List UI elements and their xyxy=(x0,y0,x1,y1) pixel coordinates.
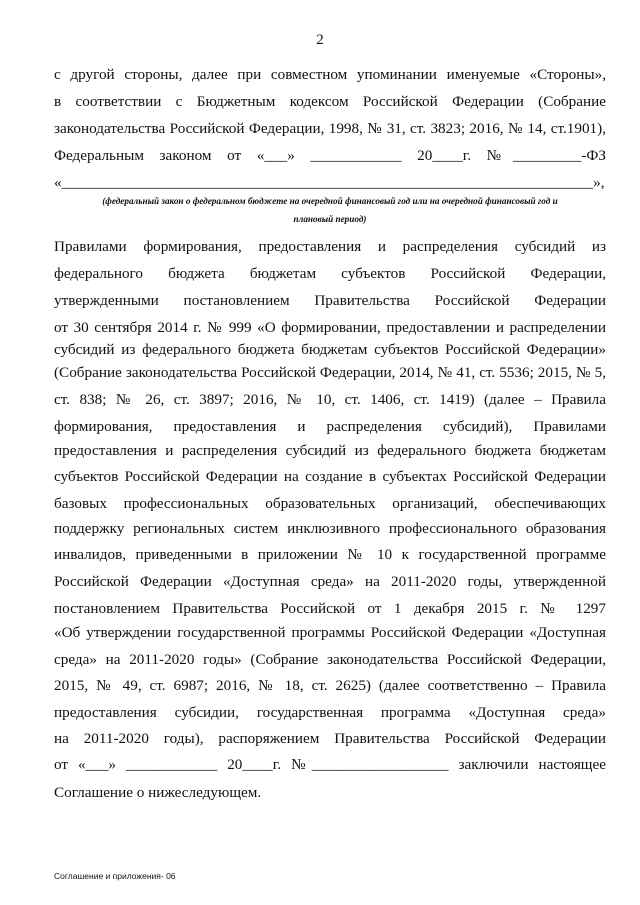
text-line: «______________________________________________________________________», xyxy=(54,174,605,191)
body-line: Российской Федерации «Доступная среда» на 2011-2020 годы, утвержденной xyxy=(54,573,606,590)
footnote-line: (федеральный закон о федеральном бюджете на очередной финансовый год или на очередной финансовый год и xyxy=(102,196,558,206)
body-line: Соглашение о нижеследующем. xyxy=(54,784,262,801)
footnote-line: плановый период) xyxy=(293,214,367,224)
body-line: формирования, предоставления и распределения субсидий), Правилами xyxy=(54,418,606,435)
text-line: Федеральным законом от «___» ____________ 20____г. №_________-ФЗ xyxy=(54,147,606,164)
body-line: субъектов Российской Федерации на создание в субъектах Российской Федерации xyxy=(54,468,606,485)
text-line: с другой стороны, далее при совместном упоминании именуемые «Стороны», xyxy=(54,66,606,83)
body-line: инвалидов, приведенными в приложении № 10 к государственной программе xyxy=(54,546,606,563)
body-line: среда» на 2011-2020 годы» (Собрание законодательства Российской Федерации, xyxy=(54,651,606,668)
body-line: от «___» ____________ 20____г. №__________________ заключили настоящее xyxy=(54,756,606,773)
body-line: предоставления субсидии, государственная программа «Доступная среда» xyxy=(54,704,606,721)
body-line: федерального бюджета бюджетам субъектов Российской Федерации, xyxy=(54,265,606,282)
body-line: Правилами формирования, предоставления и распределения субсидий из xyxy=(54,238,606,255)
body-line: от 30 сентября 2014 г. № 999 «О формировании, предоставлении и распределении xyxy=(54,319,606,336)
body-line: ст. 838; № 26, ст. 3897; 2016, № 10, ст. 1406, ст. 1419) (далее – Правила xyxy=(54,391,606,408)
footer-text: Соглашение и приложения- 06 xyxy=(54,871,176,881)
body-line: субсидий из федерального бюджета бюджетам субъектов Российской Федерации» xyxy=(54,341,606,358)
text-line: законодательства Российской Федерации, 1998, № 31, ст. 3823; 2016, № 14, ст.1901), xyxy=(54,120,606,137)
body-line: 2015, № 49, ст. 6987; 2016, № 18, ст. 2625) (далее соответственно – Правила xyxy=(54,677,606,694)
text-line: в соответствии с Бюджетным кодексом Российской Федерации (Собрание xyxy=(54,93,606,110)
body-line: «Об утверждении государственной программы Российской Федерации «Доступная xyxy=(54,624,606,641)
body-line: базовых профессиональных образовательных организаций, обеспечивающих xyxy=(54,495,606,512)
body-line: утвержденными постановлением Правительства Российской Федерации xyxy=(54,292,606,309)
body-line: на 2011-2020 годы), распоряжением Правительства Российской Федерации xyxy=(54,730,606,747)
body-line: (Собрание законодательства Российской Федерации, 2014, № 41, ст. 5536; 2015, № 5, xyxy=(54,364,606,381)
body-line: постановлением Правительства Российской от 1 декабря 2015 г. № 1297 xyxy=(54,600,606,617)
body-line: поддержку региональных систем инклюзивного профессионального образования xyxy=(54,520,606,537)
body-line: предоставления и распределения субсидий из федерального бюджета бюджетам xyxy=(54,442,606,459)
page-number: 2 xyxy=(316,32,324,48)
